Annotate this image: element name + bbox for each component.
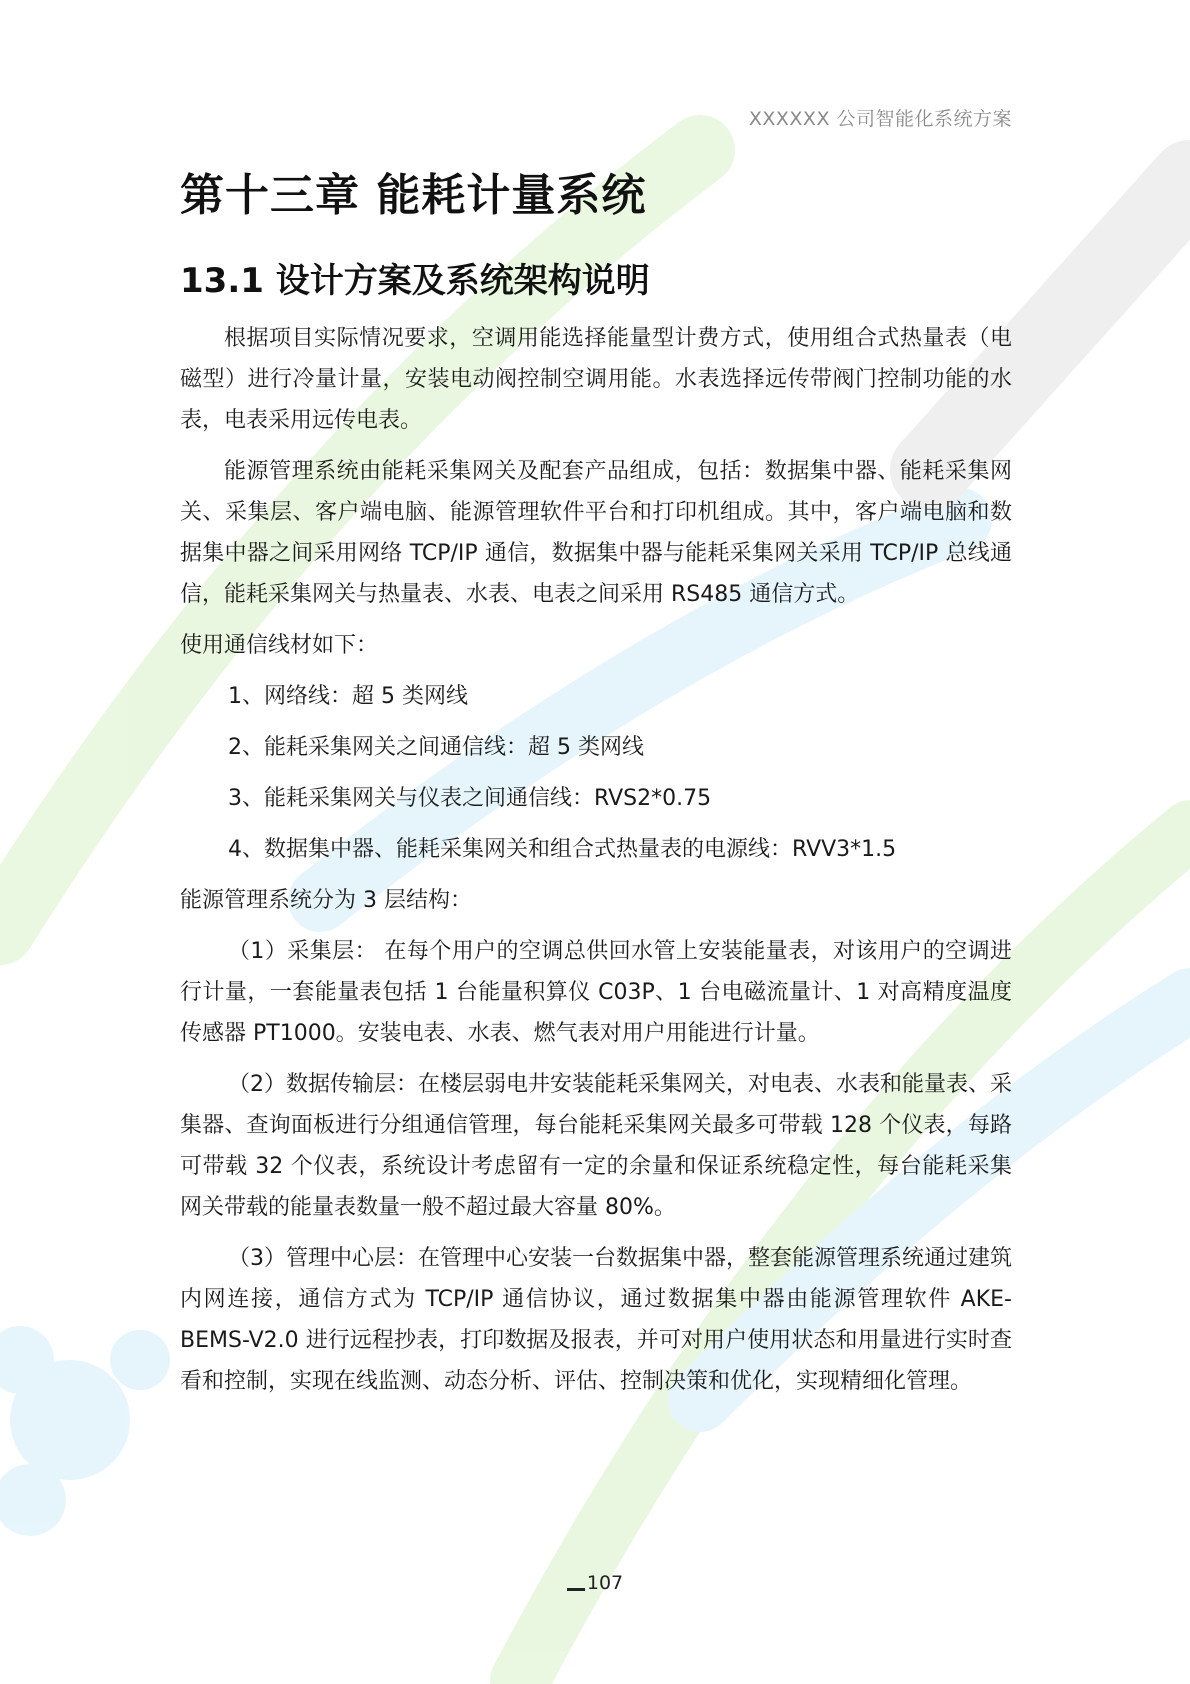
- wire-intro: 使用通信线材如下：: [180, 633, 379, 658]
- chapter-title: 第十三章 能耗计量系统: [180, 170, 647, 221]
- layer-collection: （1）采集层： 在每个用户的空调总供回水管上安装能量表，对该用户的空调进行计量，一套能量表包括 1 台能量积算仪 C03P、1 台电磁流量计、1 对高精度温度传感器 PT1000。安装电表、水表、燃气表对用户用能进行计量。: [180, 939, 1012, 1046]
- wire-item: 4、数据集中器、能耗采集网关和组合式热量表的电源线：RVV3*1.5: [228, 837, 897, 862]
- layer-management: （3）管理中心层：在管理中心安装一台数据集中器，整套能源管理系统通过建筑内网连接，通信方式为 TCP/IP 通信协议，通过数据集中器由能源管理软件 AKE-BEMS-V2.0 进行远程抄表，打印数据及报表，并可对用户使用状态和用量进行实时查看和控制，实现在线监测、动态分析、评估、控制决策和优化，实现精细化管理。: [180, 1246, 1012, 1394]
- wire-item: 2、能耗采集网关之间通信线：超 5 类网线: [228, 735, 644, 760]
- wire-item: 3、能耗采集网关与仪表之间通信线：RVS2*0.75: [228, 786, 712, 811]
- layer-intro: 能源管理系统分为 3 层结构：: [180, 888, 472, 913]
- section-title: 13.1 设计方案及系统架构说明: [180, 261, 650, 301]
- running-header: XXXXXX 公司智能化系统方案: [748, 108, 1012, 130]
- wire-item: 1、网络线：超 5 类网线: [228, 684, 468, 709]
- paragraph-system-overview: 能源管理系统由能耗采集网关及配套产品组成，包括：数据集中器、能耗采集网关、采集层、客户端电脑、能源管理软件平台和打印机组成。其中，客户端电脑和数据集中器之间采用网络 TCP/IP 通信，数据集中器与能耗采集网关采用 TCP/IP 总线通信，能耗采集网关与热量表、水表、电表之间采用 RS485 通信方式。: [180, 459, 1012, 607]
- page-content: [180, 168, 1012, 1412]
- paragraph-requirements: 根据项目实际情况要求，空调用能选择能量型计费方式，使用组合式热量表（电磁型）进行冷量计量，安装电动阀控制空调用能。水表选择远传带阀门控制功能的水表，电表采用远传电表。: [180, 326, 1012, 433]
- footer-dash: [567, 1588, 585, 1591]
- layer-transmission: （2）数据传输层：在楼层弱电井安装能耗采集网关，对电表、水表和能量表、采集器、查询面板进行分组通信管理，每台能耗采集网关最多可带载 128 个仪表，每路可带载 32 个仪表，系统设计考虑留有一定的余量和保证系统稳定性，每台能耗采集网关带载的能量表数量一般不超过最大容量 80%。: [180, 1072, 1012, 1220]
- page-number: 107: [586, 1572, 624, 1594]
- page-footer: [0, 1572, 1190, 1594]
